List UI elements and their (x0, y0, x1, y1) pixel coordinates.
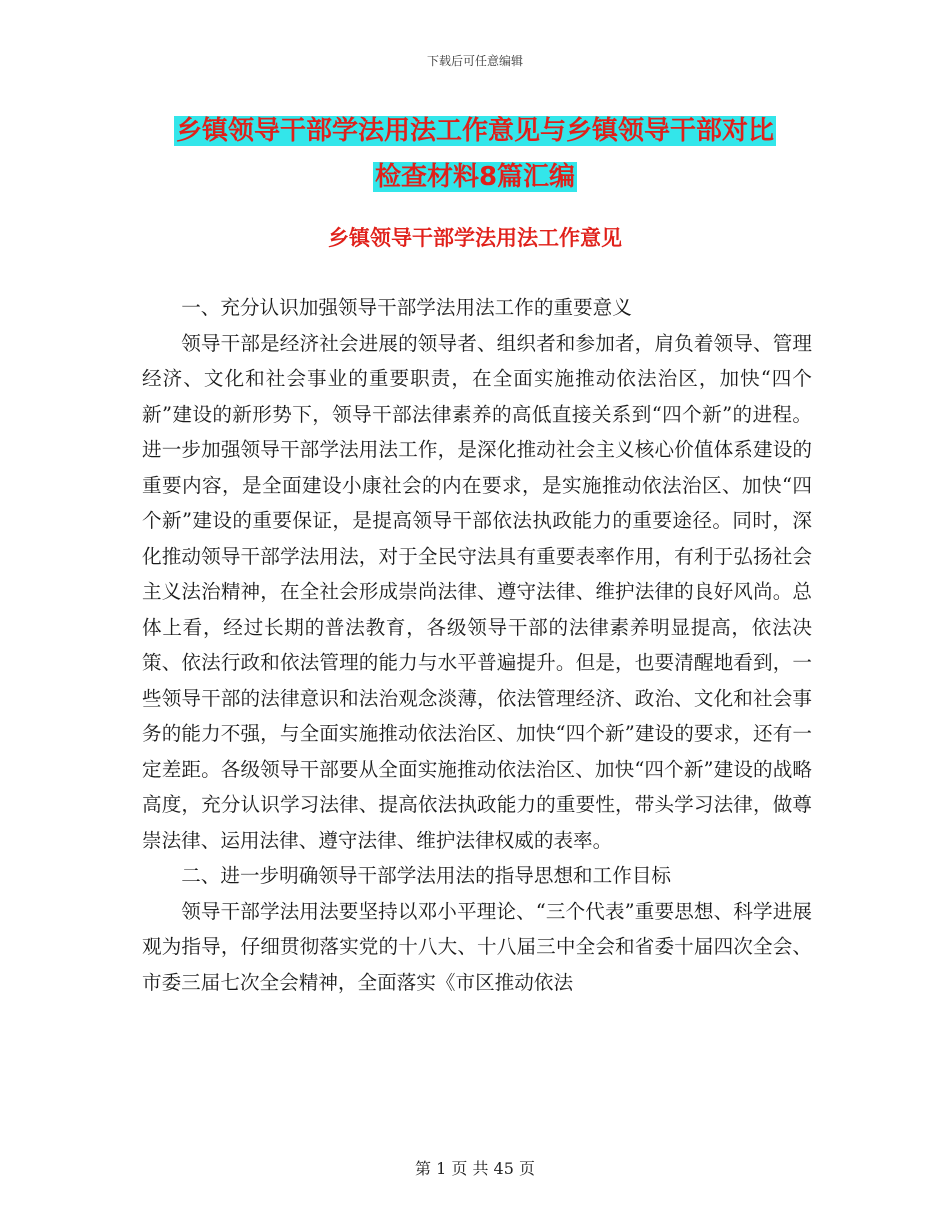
heading-paragraph-1: 一、充分认识加强领导干部学法用法工作的重要意义 (181, 296, 632, 319)
section-title: 乡镇领导干部学法用法工作意见 (328, 226, 622, 250)
header-note: 下载后可任意编辑 (426, 54, 523, 68)
title-line-2: 检查材料8篇汇编 (374, 162, 576, 192)
document-title (140, 108, 810, 200)
heading-paragraph-2: 二、进一步明确领导干部学法用法的指导思想和工作目标 (181, 864, 672, 887)
body-paragraph-1: 领导干部是经济社会进展的领导者、组织者和参加者，肩负着领导、管理经济、文化和社会事业的重要职责，在全面实施推动依法治区，加快“四个新”建设的新形势下，领导干部法律素养的高低直接关系到“四个新”的进程。进一步加强领导干部学法用法工作，是深化推动社会主义核心价值体系建设的重要内容，是全面建设小康社会的内在要求，是实施推动依法治区、加快“四个新”建设的重要保证，是提高领导干部依法执政能力的重要途径。同时，深化推动领导干部学法用法，对于全民守法具有重要表率作用，有利于弘扬社会主义法治精神，在全社会形成崇尚法律、遵守法律、维护法律的良好风尚。总体上看，经过长期的普法教育，各级领导干部的法律素养明显提高，依法决策、依法行政和依法管理的能力与水平普遍提升。但是，也要清醒地看到，一些领导干部的法律意识和法治观念淡薄，依法管理经济、政治、文化和社会事务的能力不强，与全面实施推动依法治区、加快“四个新”建设的要求，还有一定差距。各级领导干部要从全面实施推动依法治区、加快“四个新”建设的战略高度，充分认识学习法律、提高依法执政能力的重要性，带头学习法律，做尊崇法律、运用法律、遵守法律、维护法律权威的表率。 (142, 331, 812, 852)
body-text (142, 290, 812, 1000)
body-paragraph-2: 领导干部学法用法要坚持以邓小平理论、“三个代表”重要思想、科学进展观为指导，仔细贯彻落实党的十八大、十八届三中全会和省委十届四次全会、市委三届七次全会精神，全面落实《市区推动依法 (142, 899, 812, 994)
title-line-1: 乡镇领导干部学法用法工作意见与乡镇领导干部对比 (175, 116, 774, 146)
page-number-footer: 第 1 页 共 45 页 (415, 1159, 535, 1178)
